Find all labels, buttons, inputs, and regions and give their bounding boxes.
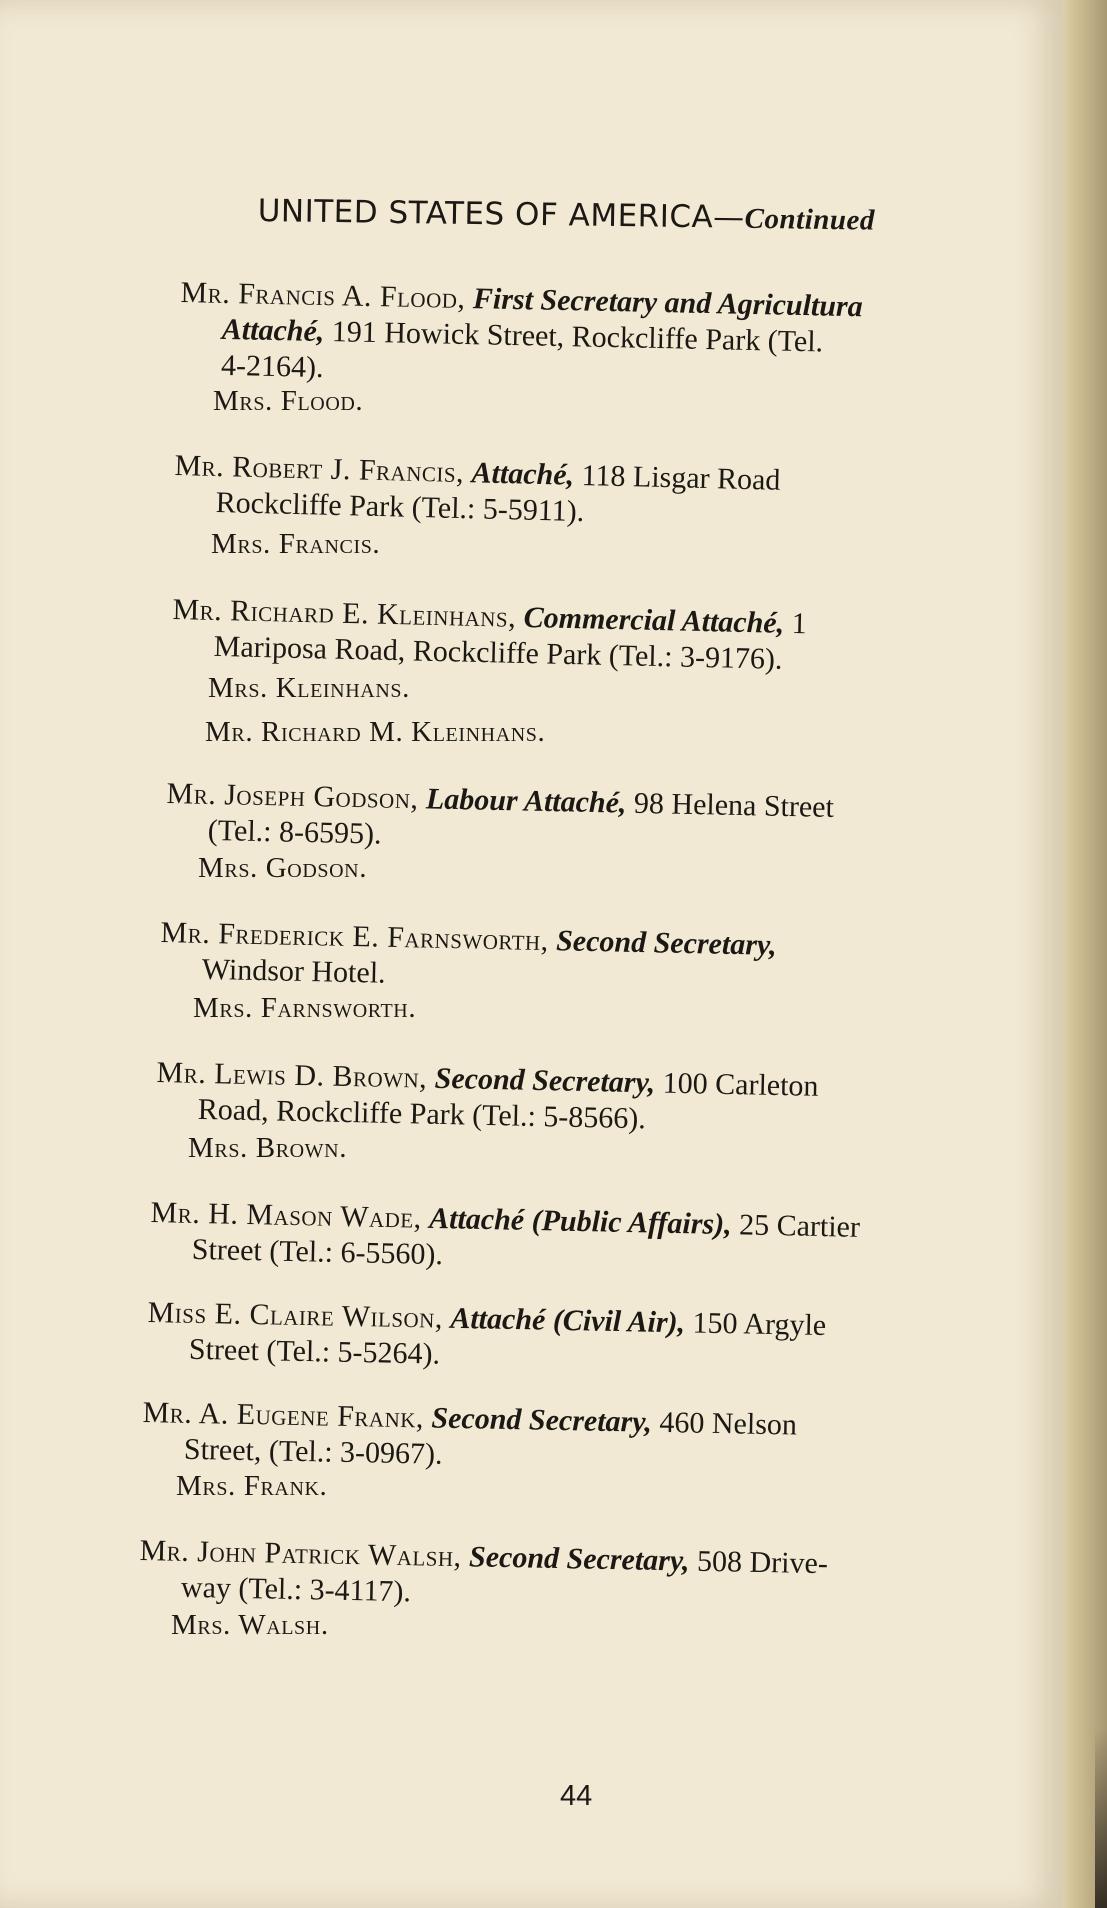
diplomat-entry bbox=[159, 915, 777, 1000]
entry-address: way (Tel.: 3-4117). bbox=[180, 1570, 412, 1609]
entry-address: Street (Tel.: 5-5264). bbox=[188, 1332, 441, 1371]
spouse-entry: Mrs. Flood. bbox=[213, 385, 364, 417]
spouse-entry: Mrs. Brown. bbox=[188, 1132, 348, 1164]
diplomat-entry bbox=[173, 448, 781, 535]
entry-title: Attaché (Public Affairs), bbox=[428, 1201, 732, 1242]
entry-address: 118 Lisgar Road bbox=[581, 458, 781, 497]
entry-name: Miss E. Claire Wilson, bbox=[147, 1295, 444, 1335]
entry-name: Mr. Robert J. Francis, bbox=[174, 448, 465, 490]
entry-title: Second Secretary, bbox=[431, 1401, 653, 1439]
entry-address: Windsor Hotel. bbox=[201, 952, 386, 990]
entry-address: 508 Drive- bbox=[696, 1544, 829, 1581]
entry-address: 100 Carleton bbox=[662, 1066, 819, 1103]
diplomat-entry bbox=[139, 1533, 829, 1618]
spouse-entry: Mrs. Frank. bbox=[176, 1470, 328, 1502]
entry-address: Road, Rockcliffe Park (Tel.: 5-8566). bbox=[197, 1092, 647, 1136]
entry-title: Attaché, bbox=[471, 456, 575, 492]
diplomat-entry bbox=[142, 1395, 798, 1480]
entry-title: Second Secretary, bbox=[434, 1061, 656, 1100]
family-member-entry: Mr. Richard M. Kleinhans. bbox=[205, 716, 546, 748]
entry-title: First Secretary and Agricultura bbox=[472, 282, 864, 324]
entry-name: Mr. Joseph Godson, bbox=[166, 776, 419, 816]
entry-name: Mr. John Patrick Walsh, bbox=[139, 1533, 462, 1574]
spouse-entry: Mrs. Farnsworth. bbox=[193, 992, 417, 1024]
entry-address: 25 Cartier bbox=[738, 1208, 861, 1244]
entry-address: Street, (Tel.: 3-0967). bbox=[183, 1432, 443, 1471]
spouse-entry: Mrs. Godson. bbox=[198, 852, 368, 884]
title-text: UNITED STATES OF AMERICA— bbox=[257, 193, 745, 236]
diplomat-entry bbox=[147, 1295, 827, 1380]
entry-address: 4-2164). bbox=[220, 348, 324, 385]
diplomat-entry bbox=[179, 275, 863, 397]
entry-name: Mr. H. Mason Wade, bbox=[150, 1195, 423, 1235]
entry-name: Mr. Frederick E. Farnsworth, bbox=[160, 915, 550, 958]
entry-address: 191 Howick Street, Rockcliffe Park (Tel. bbox=[331, 315, 824, 359]
entry-address: 460 Nelson bbox=[659, 1405, 798, 1442]
page-edge-shadow bbox=[1095, 1728, 1107, 1908]
entry-address: 150 Argyle bbox=[692, 1306, 827, 1343]
entry-address: Mariposa Road, Rockcliffe Park (Tel.: 3-9176). bbox=[213, 629, 783, 676]
spouse-entry: Mrs. Walsh. bbox=[171, 1609, 329, 1641]
page-edge bbox=[1062, 0, 1107, 1908]
page-number: 44 bbox=[560, 1780, 593, 1812]
entry-address: Street (Tel.: 6-5560). bbox=[191, 1232, 444, 1272]
spouse-entry: Mrs. Francis. bbox=[211, 528, 381, 560]
entry-address: Rockcliffe Park (Tel.: 5-5911). bbox=[215, 486, 585, 529]
entry-title: Commercial Attaché, bbox=[523, 600, 785, 640]
entry-title: Second Secretary, bbox=[468, 1540, 690, 1578]
entry-address: (Tel.: 8-6595). bbox=[207, 813, 382, 851]
entry-name: Mr. Richard E. Kleinhans, bbox=[172, 592, 517, 634]
entry-title: Second Secretary, bbox=[555, 924, 778, 962]
diplomat-entry bbox=[149, 1195, 860, 1282]
diplomat-entry bbox=[171, 592, 807, 678]
diplomat-entry bbox=[155, 1055, 818, 1141]
spouse-entry: Mrs. Kleinhans. bbox=[208, 672, 410, 704]
entry-title: Attaché, bbox=[221, 312, 325, 349]
diplomat-entry bbox=[165, 776, 834, 862]
entry-name: Mr. Francis A. Flood, bbox=[180, 275, 466, 315]
title-continued: Continued bbox=[744, 202, 876, 237]
entry-address: 98 Helena Street bbox=[633, 786, 835, 824]
entry-address: 1 bbox=[791, 607, 808, 641]
entry-title: Labour Attaché, bbox=[425, 782, 627, 820]
entry-name: Mr. Lewis D. Brown, bbox=[156, 1055, 428, 1095]
entry-name: Mr. A. Eugene Frank, bbox=[142, 1395, 425, 1435]
entry-title: Attaché (Civil Air), bbox=[450, 1301, 686, 1340]
